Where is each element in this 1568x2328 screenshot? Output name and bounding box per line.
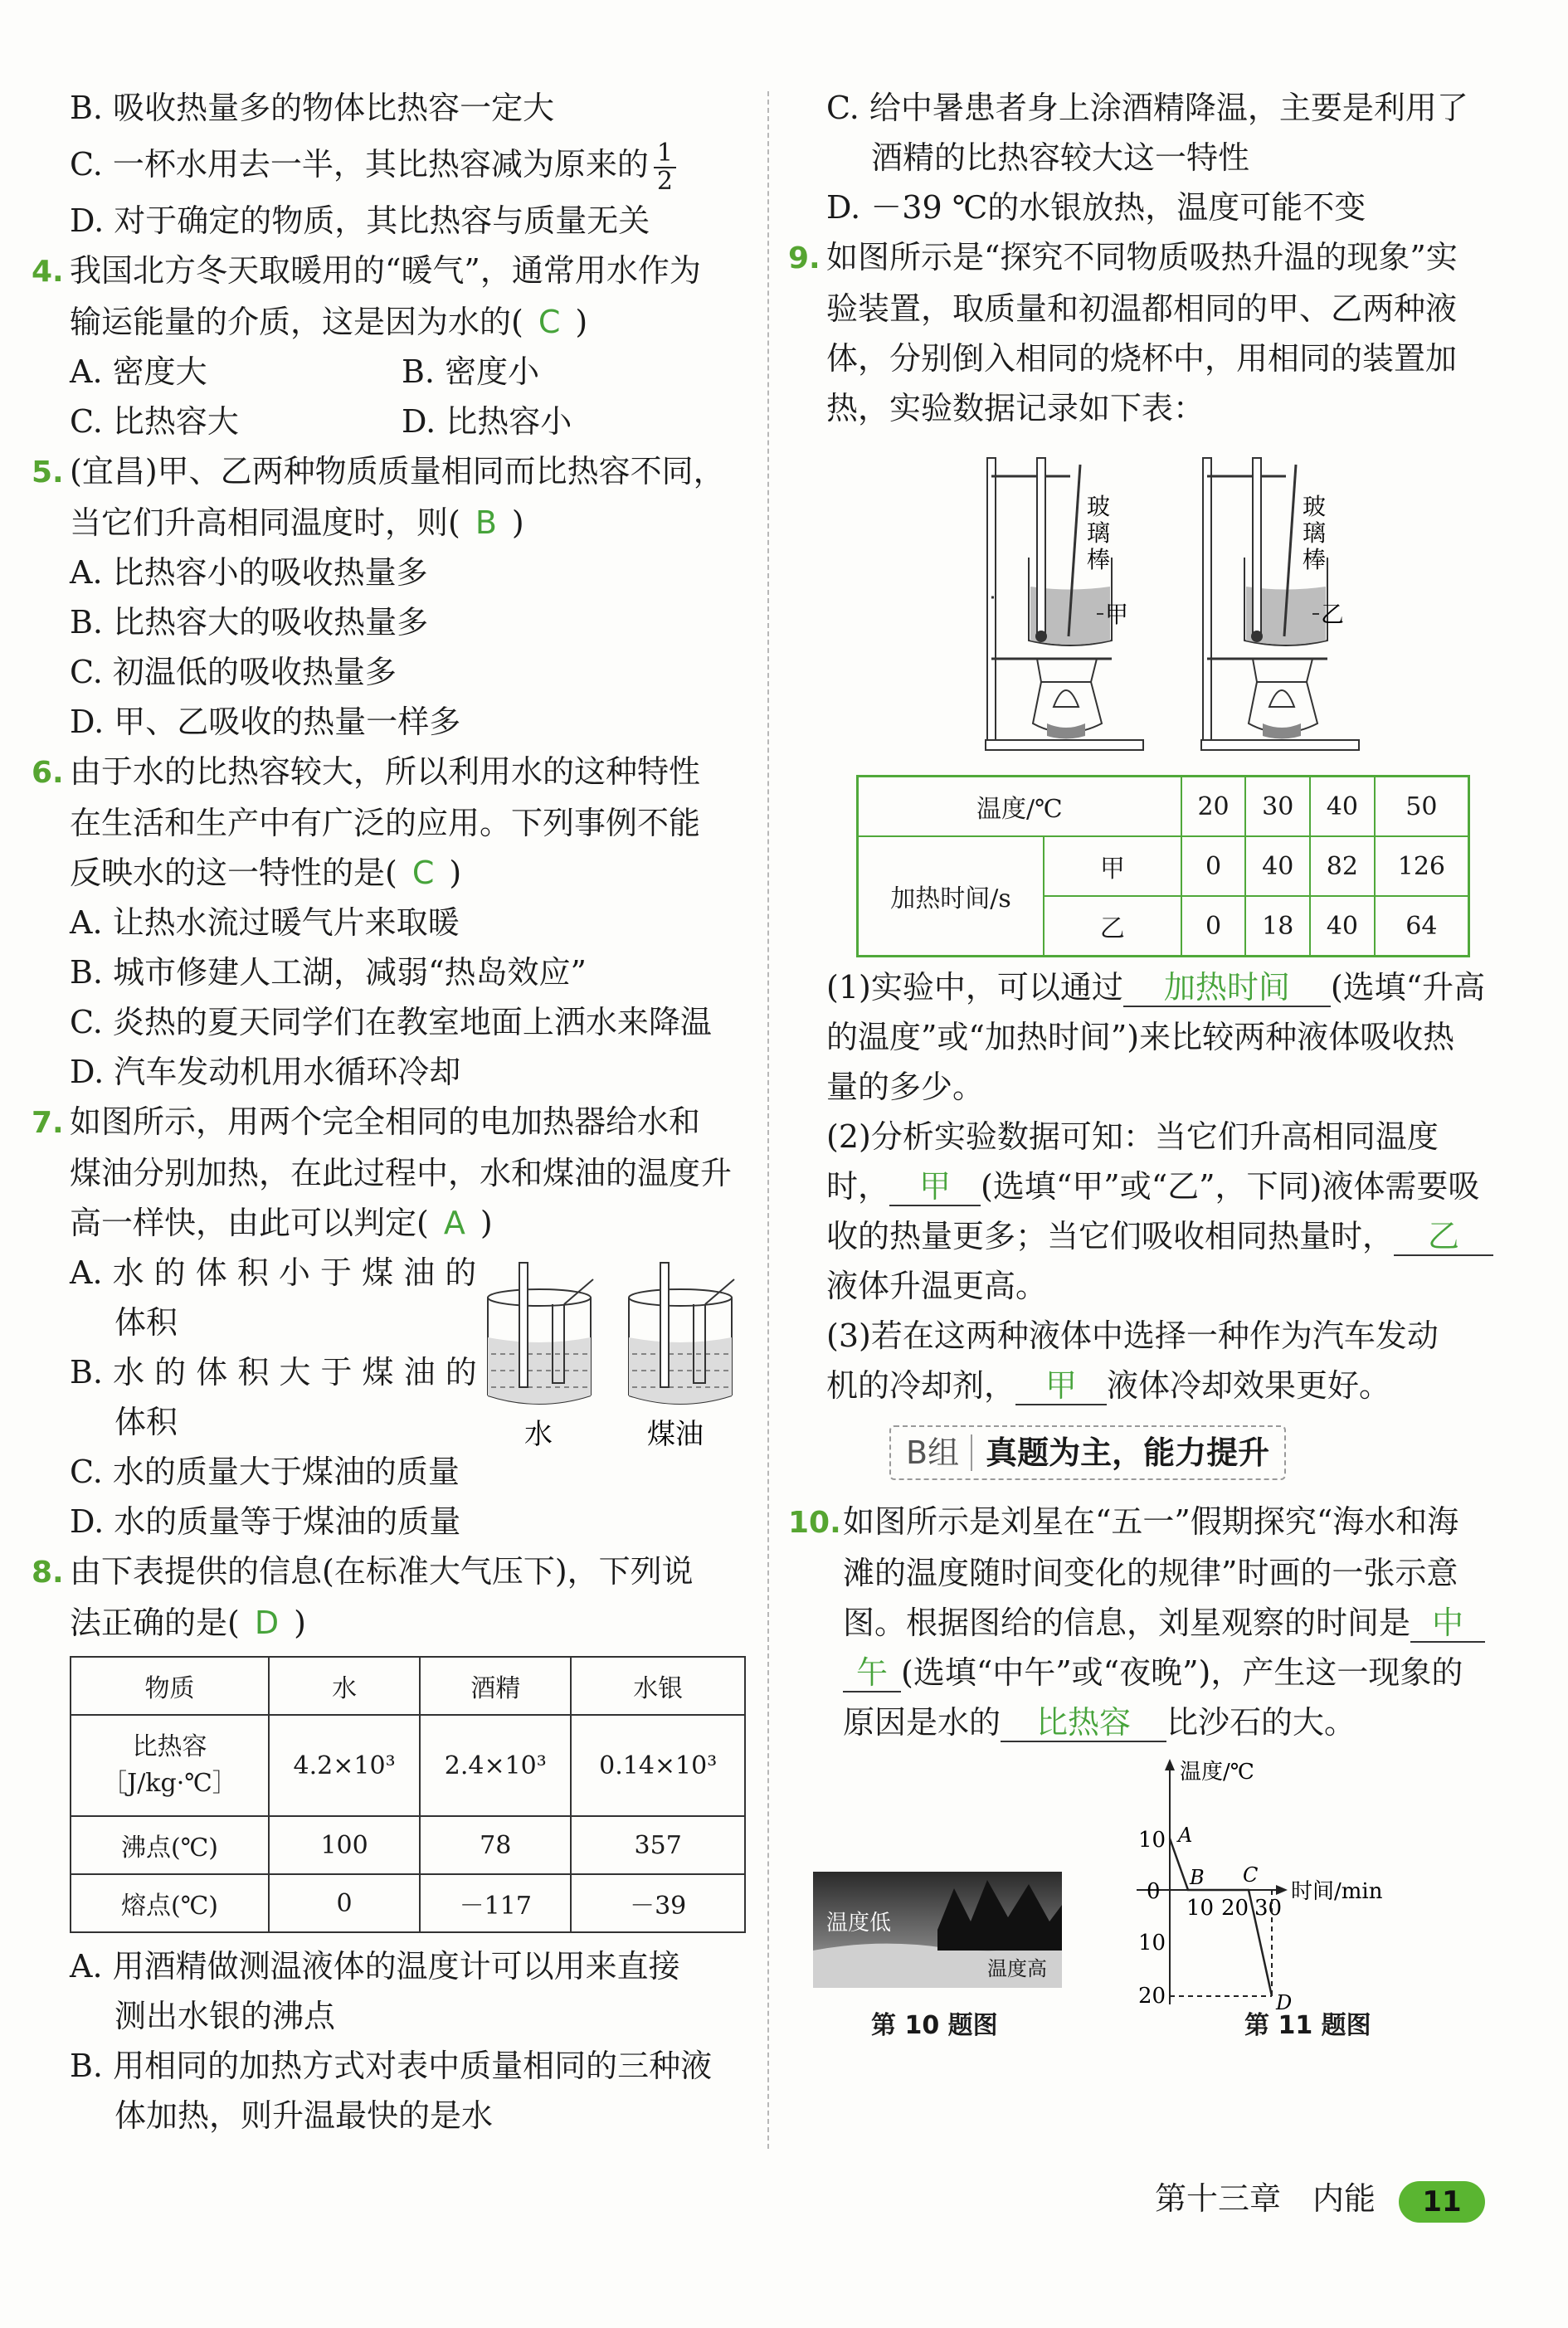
q3-option-d: D. 对于确定的物质，其比热容与质量无关 [70, 202, 650, 239]
q9-p3-answer: 甲 [1015, 1367, 1107, 1405]
q9-line3: 体，分别倒入相同的烧杯中，用相同的装置加 [826, 340, 1458, 377]
q4-line1 [32, 246, 747, 297]
y-tick-label: 10 [1138, 1931, 1166, 1955]
q5-text1: (宜昌)甲、乙两种物质质量相同而比热容不同， [70, 453, 725, 489]
page-number: 11 [1399, 2181, 1485, 2223]
q10-line2: 滩的温度随时间变化的规律”时画的一张示意 [843, 1555, 1458, 1591]
q9-part2-line1: (2)分析实验数据可知：当它们升高相同温度 [826, 1118, 1439, 1155]
q6-text1: 由于水的比热容较大，所以利用水的这种特性 [70, 753, 701, 790]
q9-part2-line2 [788, 1162, 1518, 1211]
point-d-label: D [1276, 1991, 1293, 2014]
q7-option-a1: A. 水 的 体 积 小 于 煤 油 的 [70, 1254, 477, 1291]
page-footer [1155, 2174, 1485, 2223]
q9-p1-text2: (选填“升高 [1330, 969, 1486, 1006]
table-row-label: 加热时间/s [858, 836, 1045, 957]
q8-text1: 由下表提供的信息(在标准大气压下)，下列说 [70, 1553, 694, 1590]
q7-line1 [32, 1097, 747, 1148]
q6-line1 [32, 747, 747, 798]
q9-line4: 热，实验数据记录如下表： [826, 390, 1205, 426]
q10-line4 [788, 1648, 1518, 1697]
table-cell: 0 [1181, 896, 1246, 957]
table-row-label: 熔点(℃) [71, 1874, 269, 1932]
q8-close: ) [294, 1605, 306, 1641]
q5-line1 [32, 446, 747, 498]
q9-part2-line4: 液体升温更高。 [826, 1268, 1048, 1304]
q8-line2 [32, 1598, 747, 1648]
q9-p3-text2: 液体冷却效果更好。 [1107, 1367, 1391, 1404]
table-row-label [71, 1715, 269, 1816]
q6-text3: 反映水的这一特性的是( [70, 855, 397, 891]
table-row [71, 1657, 745, 1715]
q10-beach-photo [813, 1872, 1062, 1988]
photo-label-low: 温度低 [826, 1911, 892, 1936]
q8-number: 8. [32, 1556, 64, 1590]
q9-p2-answer1: 甲 [889, 1168, 981, 1206]
q6-line2: 在生活和生产中有广泛的应用。下列事例不能 [70, 805, 701, 841]
rod-label-2: 璃 [1087, 519, 1111, 547]
liquid-yi-label: 乙 [1321, 601, 1345, 628]
q5-close: ) [511, 504, 524, 541]
q5-line2 [32, 498, 747, 548]
q5-number: 5. [32, 455, 64, 489]
q9-p1-text: (1)实验中，可以通过 [826, 969, 1123, 1006]
table-header-cell: 水 [269, 1657, 420, 1715]
table-header-cell: 酒精 [420, 1657, 571, 1715]
fraction-numerator: 1 [654, 140, 676, 168]
q5-option-c: C. 初温低的吸收热量多 [70, 654, 397, 690]
fraction-denominator: 2 [656, 166, 673, 196]
q11-caption: 第 11 题图 [1244, 2011, 1371, 2040]
q3-option-c [32, 133, 747, 196]
q9-line1 [788, 232, 1518, 284]
q8-text2: 法正确的是( [70, 1605, 240, 1641]
table-cell: 100 [269, 1816, 420, 1874]
q8-option-c2: 酒精的比热容较大这一特性 [871, 139, 1250, 176]
rod-label-2: 璃 [1303, 519, 1327, 547]
rod-label-1: 玻 [1303, 493, 1327, 520]
x-tick-label: 10 [1186, 1896, 1215, 1921]
q4-number: 4. [32, 255, 64, 289]
q10-answer1-part2: 午 [843, 1654, 901, 1692]
x-tick-label: 30 [1254, 1896, 1283, 1921]
table-cell: 78 [420, 1816, 571, 1874]
q4-option-c: C. 比热容大 [70, 403, 239, 440]
q9-part1-line1 [788, 962, 1518, 1012]
graph-y-label: 温度/℃ [1180, 1760, 1254, 1785]
liquid-jia-label: 甲 [1105, 601, 1129, 628]
table-cell: 40 [1310, 777, 1375, 837]
q9-text1: 如图所示是“探究不同物质吸热升温的现象”实 [826, 239, 1458, 275]
q5-answer: B [475, 504, 497, 541]
table-cell: 0 [269, 1874, 420, 1932]
q8-answer: D [254, 1605, 280, 1641]
fraction-one-half [654, 140, 676, 195]
q3-option-c-text: C. 一杯水用去一半，其比热容减为原来的 [70, 146, 649, 183]
table-cell: 30 [1245, 777, 1310, 837]
rod-label-3: 棒 [1087, 546, 1111, 573]
q8-option-a2: 测出水银的沸点 [114, 1998, 336, 2034]
x-tick-label: 20 [1221, 1896, 1249, 1921]
table-cell: 0.14×10³ [571, 1715, 745, 1816]
rod-label-3: 棒 [1303, 546, 1327, 573]
graph-x-label: 时间/min [1291, 1879, 1383, 1904]
q9-part3-line1: (3)若在这两种液体中选择一种作为汽车发动 [826, 1317, 1439, 1354]
figures-row [788, 1756, 1518, 2121]
specific-heat-label: 比热容 [132, 1732, 207, 1761]
table-row-label: 乙 [1044, 896, 1181, 957]
q4-options-ab [32, 347, 747, 397]
q8-properties-table [70, 1656, 746, 1933]
q9-part1-line3: 量的多少。 [826, 1069, 985, 1105]
q6-option-c: C. 炎热的夏天同学们在教室地面上洒水来降温 [70, 1004, 712, 1040]
point-a-label: A [1178, 1824, 1193, 1847]
q7-option-c: C. 水的质量大于煤油的质量 [70, 1454, 460, 1490]
q9-p2-text2: (选填“甲”或“乙”，下同)液体需要吸 [981, 1168, 1480, 1205]
section-title: 真题为主，能力提升 [986, 1434, 1270, 1471]
table-cell: 40 [1310, 896, 1375, 957]
q10-caption: 第 10 题图 [871, 2011, 998, 2040]
table-row [858, 836, 1469, 896]
chapter-title: 第十三章 内能 [1155, 2180, 1376, 2217]
table-row [71, 1874, 745, 1932]
q10-answer2: 比热容 [1001, 1704, 1166, 1742]
q6-close: ) [449, 855, 462, 891]
q6-option-d: D. 汽车发动机用水循环冷却 [70, 1054, 461, 1090]
table-cell: 2.4×10³ [420, 1715, 571, 1816]
q8-option-d: D. －39 ℃的水银放热，温度可能不变 [826, 189, 1366, 226]
q9-line2: 验装置，取质量和初温都相同的甲、乙两种液 [826, 290, 1458, 327]
q4-text2: 输运能量的介质，这是因为水的( [70, 304, 523, 340]
table-row [71, 1715, 745, 1816]
table-cell: 126 [1375, 836, 1469, 896]
q6-line3 [32, 848, 747, 898]
q7-line2: 煤油分别加热，在此过程中，水和煤油的温度升 [70, 1155, 733, 1191]
point-c-label: C [1243, 1863, 1259, 1887]
q9-number: 9. [788, 241, 821, 275]
q7-option-b2: 体积 [114, 1404, 178, 1440]
point-b-label: B [1190, 1866, 1205, 1889]
q9-p3-text: 机的冷却剂， [826, 1367, 1016, 1404]
q7-answer: A [443, 1205, 465, 1241]
q4-text1: 我国北方冬天取暖用的“暖气”，通常用水作为 [70, 252, 701, 289]
label-water: 水 [524, 1418, 553, 1451]
q7-text1: 如图所示，用两个完全相同的电加热器给水和 [70, 1103, 701, 1140]
q4-answer: C [538, 304, 561, 340]
table-header-cell: 温度/℃ [858, 777, 1181, 837]
q6-option-b: B. 城市修建人工湖，减弱“热岛效应” [70, 954, 587, 991]
q4-options-cd [32, 397, 747, 446]
table-cell: 0 [1181, 836, 1246, 896]
table-cell: 18 [1245, 896, 1310, 957]
q10-text3: 图。根据图给的信息，刘星观察的时间是 [843, 1605, 1411, 1641]
photo-label-high: 温度高 [987, 1957, 1047, 1980]
section-group: B组 [906, 1434, 972, 1471]
q5-option-a: A. 比热容小的吸收热量多 [70, 554, 428, 591]
q4-option-d: D. 比热容小 [402, 403, 572, 440]
table-row-label: 甲 [1044, 836, 1181, 896]
label-oil: 煤油 [647, 1418, 704, 1451]
q6-option-a: A. 让热水流过暖气片来取暖 [70, 904, 460, 941]
table-cell: 64 [1375, 896, 1469, 957]
q5-text2: 当它们升高相同温度时，则( [70, 504, 460, 541]
table-cell: －39 [571, 1874, 745, 1932]
q7-text3: 高一样快，由此可以判定( [70, 1205, 429, 1241]
q10-answer1-part1: 中 [1410, 1605, 1485, 1643]
apparatus-jia [986, 458, 1143, 750]
table-header-cell: 物质 [71, 1657, 269, 1715]
q5-option-d: D. 甲、乙吸收的热量一样多 [70, 704, 461, 740]
q8-option-a1: A. 用酒精做测温液体的温度计可以用来直接 [70, 1948, 680, 1985]
right-column [788, 83, 1518, 2121]
table-header-cell: 水银 [571, 1657, 745, 1715]
y-tick-label: 0 [1147, 1879, 1161, 1904]
table-cell: 50 [1375, 777, 1469, 837]
left-column [32, 83, 747, 2140]
q9-data-table [856, 775, 1470, 957]
q10-text1: 如图所示是刘星在“五一”假期探究“海水和海 [843, 1503, 1459, 1540]
y-tick-label: 20 [1138, 1984, 1166, 2009]
column-divider [767, 91, 769, 2149]
y-tick-label: 10 [1138, 1828, 1166, 1853]
q10-text5a: 原因是水的 [843, 1704, 1001, 1741]
q7-option-a2: 体积 [114, 1304, 178, 1341]
apparatus-yi [1201, 458, 1359, 750]
water-beaker [488, 1263, 593, 1404]
q9-part2-line3 [788, 1211, 1518, 1261]
q10-line3 [788, 1598, 1518, 1648]
q9-apparatus-figure [788, 433, 1518, 765]
q4-close: ) [575, 304, 588, 340]
q7-number: 7. [32, 1106, 64, 1140]
q7-options-with-figure [32, 1248, 747, 1451]
q9-part1-line2: 的温度”或“加热时间”)来比较两种液体吸收热 [826, 1019, 1455, 1055]
table-row-label: 沸点(℃) [71, 1816, 269, 1874]
q9-part3-line2 [788, 1361, 1518, 1410]
q10-line1 [788, 1497, 1518, 1548]
table-cell: 357 [571, 1816, 745, 1874]
table-cell: 4.2×10³ [269, 1715, 420, 1816]
q7-line3 [32, 1198, 747, 1248]
q4-option-a: A. 密度大 [70, 353, 207, 390]
q5-option-b: B. 比热容大的吸收热量多 [70, 604, 429, 640]
specific-heat-unit: ［J/kg·℃］ [102, 1769, 237, 1798]
table-cell: 40 [1245, 836, 1310, 896]
q7-beakers-figure [473, 1246, 747, 1454]
rod-label-1: 玻 [1087, 493, 1111, 520]
q6-answer: C [411, 855, 435, 891]
q9-p2-answer2: 乙 [1394, 1218, 1493, 1256]
q10-line5 [788, 1697, 1518, 1747]
q4-line2 [32, 297, 747, 347]
q7-close: ) [480, 1205, 493, 1241]
oil-beaker [629, 1263, 734, 1404]
q6-number: 6. [32, 756, 64, 790]
q7-option-d: D. 水的质量等于煤油的质量 [70, 1503, 461, 1540]
q9-p2-text3: 收的热量更多；当它们吸收相同热量时， [826, 1218, 1395, 1254]
q9-p1-answer: 加热时间 [1123, 969, 1331, 1007]
q4-option-b: B. 密度小 [402, 353, 540, 390]
q8-option-c1: C. 给中暑患者身上涂酒精降温，主要是利用了 [826, 90, 1468, 126]
table-cell: －117 [420, 1874, 571, 1932]
table-cell: 20 [1181, 777, 1246, 837]
q8-line1 [32, 1546, 747, 1598]
q11-temperature-graph [1103, 1756, 1518, 2029]
table-row [71, 1816, 745, 1874]
q10-number: 10. [788, 1506, 841, 1540]
table-cell: 82 [1310, 836, 1375, 896]
q8-option-b2: 体加热，则升温最快的是水 [114, 2097, 494, 2134]
q7-option-b1: B. 水 的 体 积 大 于 煤 油 的 [70, 1354, 477, 1390]
q10-text5b: 比沙石的大。 [1166, 1704, 1356, 1741]
q10-text4: (选填“中午”或“夜晚”)，产生这一现象的 [901, 1654, 1463, 1691]
q8-option-b1: B. 用相同的加热方式对表中质量相同的三种液 [70, 2048, 713, 2084]
table-row [858, 777, 1469, 837]
q9-p2-text: 时， [826, 1168, 890, 1205]
q3-option-b: B. 吸收热量多的物体比热容一定大 [70, 90, 555, 126]
section-b-banner [889, 1425, 1286, 1480]
